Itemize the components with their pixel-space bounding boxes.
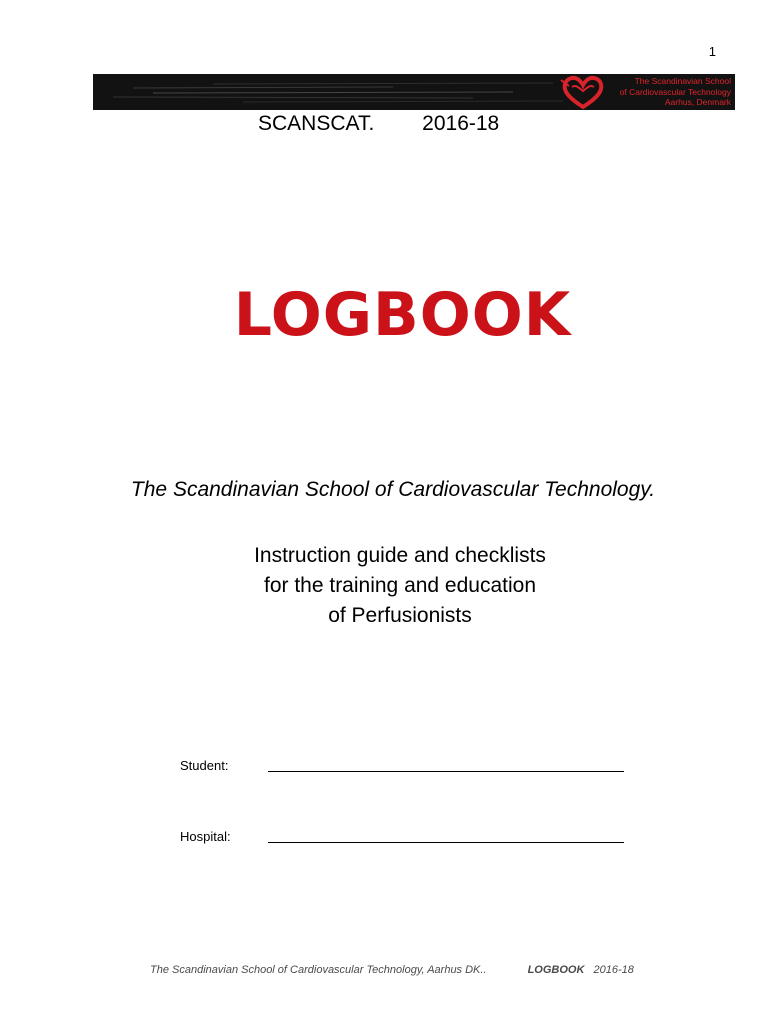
- heart-logo-icon: [559, 74, 607, 110]
- hospital-field-row: [180, 829, 624, 844]
- footer-school: The Scandinavian School of Cardiovascular Technology, Aarhus DK..: [150, 964, 487, 976]
- hospital-label: Hospital:: [180, 829, 231, 844]
- banner-line: of Cardiovascular Technology: [619, 86, 731, 97]
- banner-texture: [93, 74, 573, 110]
- footer-year: 2016-18: [593, 964, 634, 976]
- footer-doc-title: LOGBOOK: [527, 964, 585, 976]
- banner-line: Aarhus, Denmark: [664, 97, 731, 107]
- program-header: [258, 112, 499, 136]
- hospital-line[interactable]: [268, 841, 624, 843]
- instructions-line: for the training and education: [263, 574, 537, 597]
- program-code: SCANSCAT.: [258, 112, 375, 135]
- school-name: The Scandinavian School of Cardiovascular Technology.: [130, 478, 656, 501]
- page-number: 1: [708, 44, 716, 59]
- student-field-row: [180, 758, 624, 773]
- instructions-block: [0, 541, 770, 631]
- banner-line: The Scandinavian School: [634, 76, 731, 86]
- banner-school-text: [620, 76, 731, 108]
- page-title: LOGBOOK: [233, 280, 572, 350]
- page-footer: [150, 964, 634, 976]
- student-label: Student:: [180, 758, 229, 773]
- header-banner: [93, 74, 735, 110]
- program-years: 2016-18: [422, 112, 500, 135]
- student-line[interactable]: [268, 770, 624, 772]
- instructions-line: of Perfusionists: [328, 604, 472, 627]
- instructions-line: Instruction guide and checklists: [254, 544, 546, 567]
